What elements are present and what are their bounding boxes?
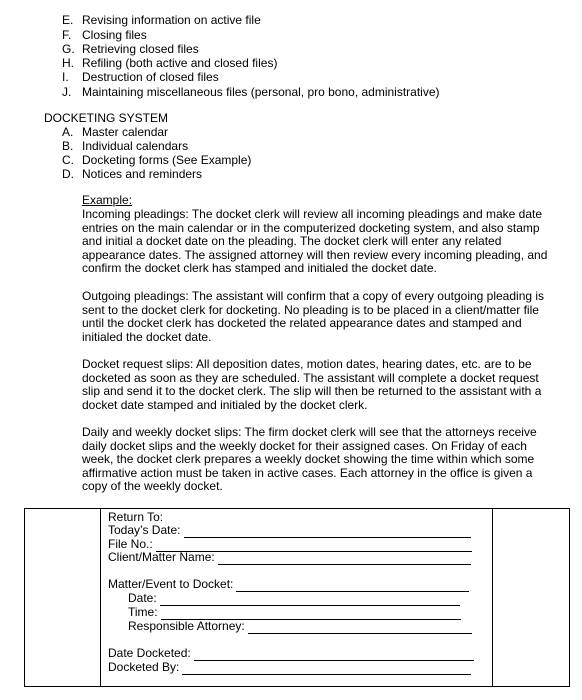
paragraph-line: Incoming pleadings: The docket clerk will review all incoming pleadings and make date (82, 207, 543, 221)
form-label: File No.: (108, 537, 153, 551)
example-heading: Example: (82, 193, 133, 207)
section-title: DOCKETING SYSTEM (44, 111, 169, 125)
form-label: Time: (128, 605, 158, 619)
list-text: Refiling (both active and closed files) (82, 56, 278, 70)
form-label: Matter/Event to Docket: (108, 577, 234, 591)
list-letter: D. (62, 167, 74, 181)
form-row-client-matter (108, 551, 471, 565)
paragraph-line: sent to the docket clerk for docketing. No pleading is to be placed in a client/matter file (82, 302, 539, 317)
paragraph-line: Outgoing pleadings: The assistant will confirm that a copy of every outgoing pleading is (82, 289, 545, 303)
paragraph-line: and initial a docket date on the pleading. The docket clerk will enter any related (82, 234, 502, 249)
list-text: Retrieving closed files (82, 42, 199, 56)
paragraph-line: Docket request slips: All deposition dates, motion dates, hearing dates, etc. are to be (82, 357, 532, 371)
form-row-time (128, 606, 461, 620)
list-text: Revising information on active file (82, 13, 261, 27)
list-text: Individual calendars (82, 139, 189, 153)
docketed-by-field[interactable] (182, 663, 471, 675)
list-text: Closing files (82, 28, 147, 42)
list-letter: J. (62, 85, 72, 99)
list-letter: B. (62, 139, 74, 153)
form-row-date (128, 592, 460, 606)
paragraph-line: entries on the main calendar or in the computerized docketing system, and also stamp (82, 220, 540, 235)
paragraph-line: confirm the docket clerk has stamped and initialed the docket date. (82, 261, 437, 276)
form-row-todays-date (108, 524, 471, 538)
paragraph-line: daily docket slips and the weekly docket for their assigned cases. On Friday of each (82, 438, 527, 453)
list-letter: E. (62, 13, 74, 27)
paragraph-line: copy of the weekly docket. (82, 479, 223, 494)
responsible-attorney-field[interactable] (248, 622, 472, 634)
form-row-docketed-by (108, 661, 471, 675)
paragraph-line: docket date stamped and initialed by the docket clerk. (82, 397, 368, 412)
paragraph-daily (82, 426, 552, 494)
form-label: Date: (128, 591, 157, 605)
list-letter: H. (62, 56, 74, 70)
list-text: Docketing forms (See Example) (82, 153, 252, 167)
paragraph-line: until the docket clerk has docketed the related appearance dates and stamped and (82, 316, 522, 331)
paragraph-line: initialed the docket date. (82, 329, 212, 344)
form-row-matter-event (108, 578, 469, 592)
todays-date-field[interactable] (184, 526, 471, 538)
list-letter: C. (62, 153, 74, 167)
date-field[interactable] (160, 594, 460, 606)
list-text: Maintaining miscellaneous files (personal, pro bono, administrative) (82, 85, 440, 99)
list-text: Notices and reminders (82, 167, 203, 181)
form-label: Date Docketed: (108, 646, 191, 660)
list-letter: G. (62, 42, 75, 56)
list-text: Destruction of closed files (82, 70, 219, 84)
form-label: Responsible Attorney: (128, 619, 245, 633)
list-letter: F. (62, 28, 72, 42)
form-label: Return To: (108, 510, 164, 524)
form-label: Docketed By: (108, 660, 180, 674)
paragraph-line: slip and send it to the docket clerk. The slip will then be returned to the assistant with a (82, 384, 542, 399)
list-letter: I. (62, 70, 69, 84)
form-label: Today’s Date: (108, 523, 181, 537)
form-row-responsible-attorney (128, 620, 472, 634)
form-divider (492, 509, 493, 686)
matter-event-field[interactable] (236, 580, 469, 592)
list-letter: A. (62, 125, 74, 139)
paragraph-incoming (82, 208, 552, 276)
form-row-date-docketed (108, 647, 474, 661)
client-matter-field[interactable] (218, 553, 471, 565)
list-text: Master calendar (82, 125, 169, 139)
form-label: Client/Matter Name: (108, 550, 215, 564)
paragraph-outgoing (82, 290, 552, 344)
time-field[interactable] (161, 608, 461, 620)
paragraph-line: affirmative action must be taken in active cases. Each attorney in the office is given a (82, 465, 533, 480)
paragraph-line: Daily and weekly docket slips: The firm docket clerk will see that the attorneys receive (82, 425, 537, 439)
docket-form (24, 508, 570, 687)
form-divider (100, 509, 101, 686)
paragraph-request (82, 358, 552, 412)
paragraph-line: appearance dates. The assigned attorney will then review every incoming pleading, and (82, 247, 548, 262)
paragraph-line: week, the docket clerk prepares a weekly docket showing the time within which some (82, 452, 535, 467)
paragraph-line: docketed as soon as they are scheduled. The assistant will complete a docket request (82, 370, 539, 385)
date-docketed-field[interactable] (194, 649, 474, 661)
